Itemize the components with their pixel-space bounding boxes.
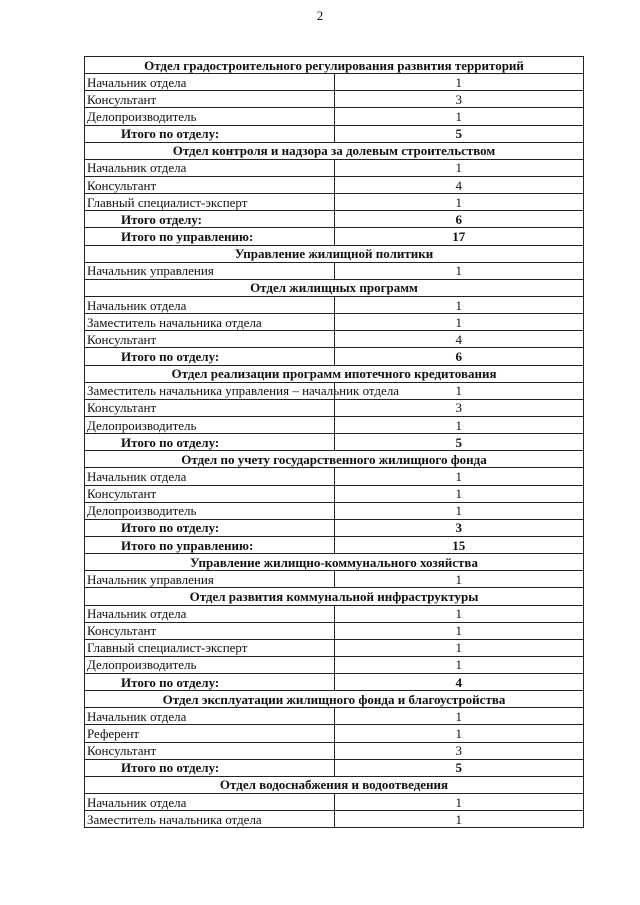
position-count: 4: [334, 176, 584, 193]
total-row: [85, 519, 584, 536]
total-count: 3: [334, 519, 584, 536]
position-count: 1: [334, 194, 584, 211]
total-count: 5: [334, 125, 584, 142]
department-header-row: [85, 691, 584, 708]
total-label: Итого по отделу:: [85, 759, 335, 776]
total-count: 17: [334, 228, 584, 245]
department-header-row: [85, 142, 584, 159]
position-name: Главный специалист-эксперт: [85, 194, 335, 211]
position-name: Начальник отдела: [85, 605, 335, 622]
position-count: 1: [334, 314, 584, 331]
total-label: Итого по отделу:: [85, 674, 335, 691]
position-row: [85, 571, 584, 588]
total-row: [85, 434, 584, 451]
total-count: 6: [334, 348, 584, 365]
department-header: Отдел эксплуатации жилищного фонда и благоустройства: [85, 691, 584, 708]
position-name: Начальник отдела: [85, 74, 335, 91]
position-name: Делопроизводитель: [85, 502, 335, 519]
total-row: [85, 759, 584, 776]
department-header-row: [85, 279, 584, 296]
department-header: Отдел реализации программ ипотечного кредитования: [85, 365, 584, 382]
position-name: Референт: [85, 725, 335, 742]
position-row: [85, 331, 584, 348]
staff-table: [84, 56, 584, 828]
position-count: 1: [334, 262, 584, 279]
position-row: [85, 296, 584, 313]
department-header-row: [85, 588, 584, 605]
position-count: 1: [334, 708, 584, 725]
position-row: [85, 194, 584, 211]
total-count: 4: [334, 674, 584, 691]
position-name: Начальник отдела: [85, 708, 335, 725]
position-count: 1: [334, 622, 584, 639]
department-header: Отдел развития коммунальной инфраструктуры: [85, 588, 584, 605]
position-name: Делопроизводитель: [85, 416, 335, 433]
position-row: [85, 622, 584, 639]
position-count: 1: [334, 725, 584, 742]
total-label: Итого по управлению:: [85, 228, 335, 245]
position-count: 1: [334, 656, 584, 673]
position-count: 1: [334, 605, 584, 622]
total-label: Итого по отделу:: [85, 348, 335, 365]
position-name: Начальник отдела: [85, 794, 335, 811]
total-row: [85, 348, 584, 365]
position-row: [85, 794, 584, 811]
department-header-row: [85, 57, 584, 74]
department-header: Управление жилищно-коммунального хозяйства: [85, 554, 584, 571]
position-count: 1: [334, 468, 584, 485]
position-name: Главный специалист-эксперт: [85, 639, 335, 656]
position-count: 1: [334, 811, 584, 828]
position-row: [85, 605, 584, 622]
department-header-row: [85, 245, 584, 262]
position-name: Начальник управления: [85, 571, 335, 588]
position-name: Начальник отдела: [85, 296, 335, 313]
position-name: Начальник управления: [85, 262, 335, 279]
position-row: [85, 656, 584, 673]
position-count: 1: [334, 74, 584, 91]
position-row: [85, 725, 584, 742]
position-name: Консультант: [85, 91, 335, 108]
position-count: 1: [334, 159, 584, 176]
total-label: Итого по отделу:: [85, 125, 335, 142]
position-count: 1: [334, 571, 584, 588]
total-row: [85, 228, 584, 245]
position-name: Консультант: [85, 485, 335, 502]
total-count: 6: [334, 211, 584, 228]
position-count: 3: [334, 742, 584, 759]
position-count: 1: [334, 416, 584, 433]
position-name: Консультант: [85, 399, 335, 416]
position-row: [85, 159, 584, 176]
position-name: Делопроизводитель: [85, 108, 335, 125]
position-count: 1: [334, 296, 584, 313]
total-row: [85, 211, 584, 228]
department-header: Отдел градостроительного регулирования развития территорий: [85, 57, 584, 74]
position-row: [85, 382, 584, 399]
position-count: 1: [334, 108, 584, 125]
total-count: 5: [334, 434, 584, 451]
department-header: Отдел по учету государственного жилищного фонда: [85, 451, 584, 468]
position-row: [85, 91, 584, 108]
position-row: [85, 639, 584, 656]
department-header: Отдел жилищных программ: [85, 279, 584, 296]
total-row: [85, 125, 584, 142]
department-header: Отдел контроля и надзора за долевым строительством: [85, 142, 584, 159]
total-label: Итого по отделу:: [85, 519, 335, 536]
position-row: [85, 399, 584, 416]
position-row: [85, 468, 584, 485]
department-header-row: [85, 451, 584, 468]
position-row: [85, 262, 584, 279]
position-name: Заместитель начальника управления – начальник отдела: [85, 382, 335, 399]
position-row: [85, 502, 584, 519]
position-row: [85, 108, 584, 125]
department-header: Отдел водоснабжения и водоотведения: [85, 776, 584, 793]
department-header-row: [85, 365, 584, 382]
position-name: Заместитель начальника отдела: [85, 811, 335, 828]
position-count: 1: [334, 639, 584, 656]
position-name: Консультант: [85, 176, 335, 193]
total-label: Итого по управлению:: [85, 536, 335, 553]
staff-table-body: [85, 57, 584, 828]
position-count: 1: [334, 382, 584, 399]
position-row: [85, 416, 584, 433]
total-label: Итого отделу:: [85, 211, 335, 228]
total-row: [85, 674, 584, 691]
position-name: Начальник отдела: [85, 159, 335, 176]
total-count: 15: [334, 536, 584, 553]
total-label: Итого по отделу:: [85, 434, 335, 451]
position-row: [85, 708, 584, 725]
position-row: [85, 811, 584, 828]
position-name: Заместитель начальника отдела: [85, 314, 335, 331]
department-header-row: [85, 554, 584, 571]
position-row: [85, 74, 584, 91]
total-count: 5: [334, 759, 584, 776]
position-count: 3: [334, 399, 584, 416]
position-name: Делопроизводитель: [85, 656, 335, 673]
position-name: Консультант: [85, 331, 335, 348]
total-row: [85, 536, 584, 553]
position-row: [85, 176, 584, 193]
position-row: [85, 485, 584, 502]
department-header-row: [85, 776, 584, 793]
position-row: [85, 314, 584, 331]
position-name: Консультант: [85, 742, 335, 759]
position-count: 3: [334, 91, 584, 108]
position-row: [85, 742, 584, 759]
position-count: 4: [334, 331, 584, 348]
position-count: 1: [334, 794, 584, 811]
position-name: Консультант: [85, 622, 335, 639]
page-number: 2: [316, 8, 324, 23]
position-name: Начальник отдела: [85, 468, 335, 485]
department-header: Управление жилищной политики: [85, 245, 584, 262]
position-count: 1: [334, 502, 584, 519]
position-count: 1: [334, 485, 584, 502]
